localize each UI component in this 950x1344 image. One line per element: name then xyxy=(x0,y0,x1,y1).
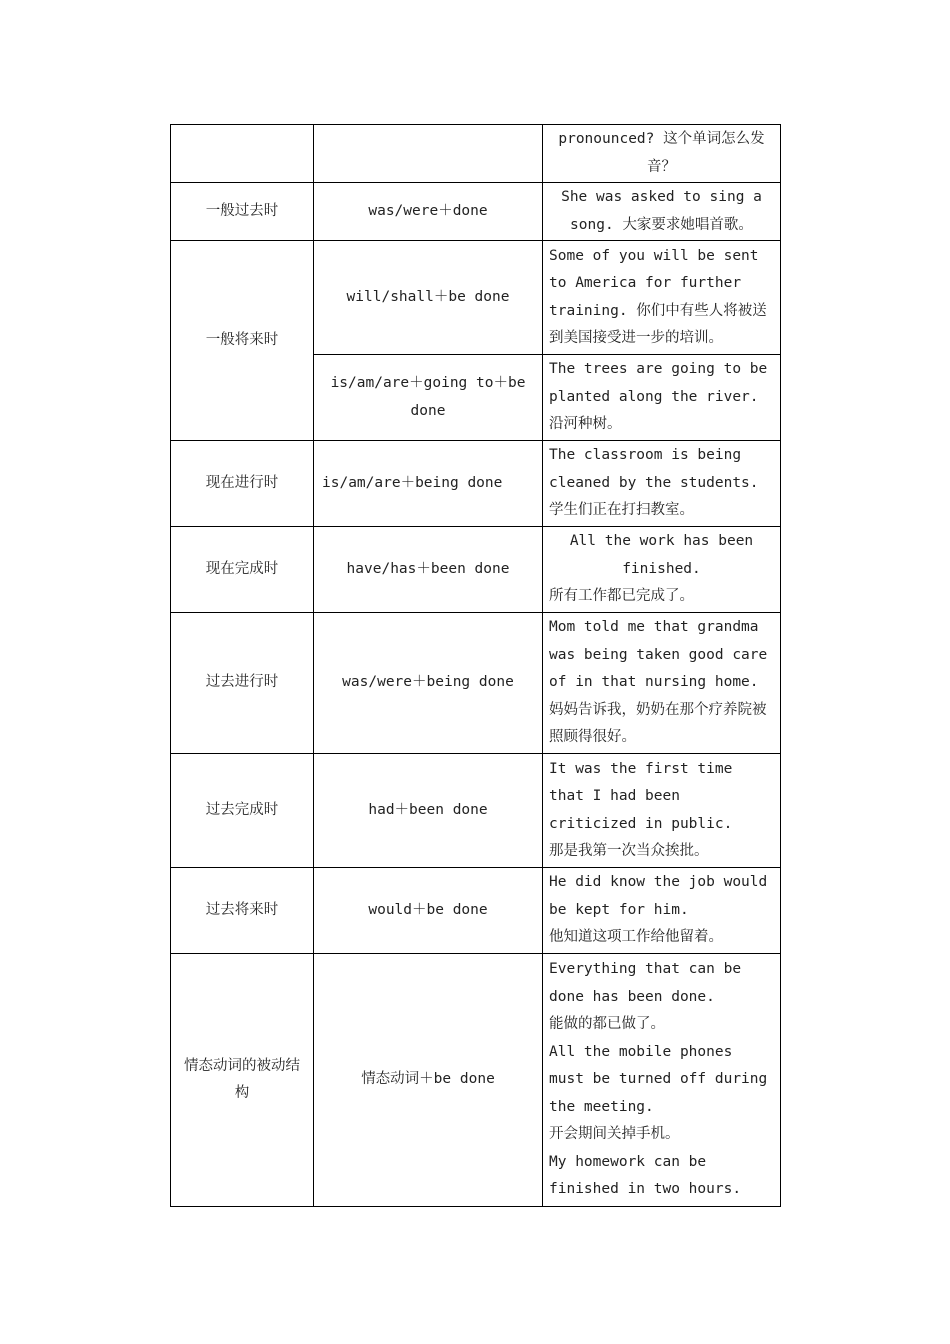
form-cell: was/were＋being done xyxy=(314,613,543,754)
example-line: Mom told me that grandma was being taken good care of in that nursing home. xyxy=(549,619,768,691)
tense-cell: 过去将来时 xyxy=(171,868,314,954)
form-cell: is/am/are＋being done xyxy=(314,441,543,527)
table-row xyxy=(171,241,781,355)
example-line: Everything that can be done has been done. xyxy=(549,961,742,1005)
table-row xyxy=(171,613,781,754)
example-line: My homework can be finished in two hours. xyxy=(549,1153,742,1198)
table-row xyxy=(171,441,781,527)
example-line: 沿河种树。 xyxy=(549,416,622,433)
form-cell: had＋been done xyxy=(314,754,543,868)
tense-cell: 现在完成时 xyxy=(171,527,314,613)
example-line: The classroom is being cleaned by the students. xyxy=(549,447,759,491)
example-line: It was the first time that I had been criticized in public. xyxy=(549,760,733,832)
example-line: pronounced? 这个单词怎么发音？ xyxy=(558,131,765,175)
form-cell: was/were＋done xyxy=(314,183,543,241)
table-row xyxy=(171,125,781,183)
tense-cell xyxy=(171,125,314,183)
form-cell: will/shall＋be done xyxy=(314,241,543,355)
example-line: All the mobile phones must be turned off during the meeting. xyxy=(549,1043,768,1115)
example-cell xyxy=(543,754,781,868)
tense-cell: 现在进行时 xyxy=(171,441,314,527)
example-cell xyxy=(543,241,781,355)
example-cell xyxy=(543,125,781,183)
table-row xyxy=(171,954,781,1207)
example-cell xyxy=(543,183,781,241)
form-cell: have/has＋been done xyxy=(314,527,543,613)
passive-voice-table xyxy=(170,124,781,1207)
example-cell xyxy=(543,355,781,441)
tense-cell: 过去进行时 xyxy=(171,613,314,754)
tense-cell: 一般将来时 xyxy=(171,241,314,441)
form-cell: 情态动词＋be done xyxy=(314,954,543,1207)
example-line: 他知道这项工作给他留着。 xyxy=(549,929,723,946)
form-cell: is/am/are＋going to＋be done xyxy=(314,355,543,441)
example-line: All the work has been finished. xyxy=(569,533,754,577)
example-line: 那是我第一次当众挨批。 xyxy=(549,843,709,859)
table-row xyxy=(171,868,781,954)
example-line: 妈妈告诉我，奶奶在那个疗养院被照顾得很好。 xyxy=(549,701,767,746)
tense-cell: 一般过去时 xyxy=(171,183,314,241)
table-row xyxy=(171,527,781,613)
example-cell xyxy=(543,613,781,754)
tense-cell: 过去完成时 xyxy=(171,754,314,868)
example-line: She was asked to sing a song. 大家要求她唱首歌。 xyxy=(561,189,762,233)
example-cell xyxy=(543,954,781,1207)
example-line: 能做的都已做了。 xyxy=(549,1016,665,1033)
example-line: He did know the job would be kept for him. xyxy=(549,874,768,918)
example-line: 所有工作都已完成了。 xyxy=(549,588,694,605)
tense-cell: 情态动词的被动结构 xyxy=(171,954,314,1207)
form-cell xyxy=(314,125,543,183)
example-line: Some of you will be sent to America for further training. 你们中有些人将被送到美国接受进一步的培训。 xyxy=(549,247,767,346)
example-line: 开会期间关掉手机。 xyxy=(549,1126,680,1143)
example-cell xyxy=(543,527,781,613)
table-row xyxy=(171,754,781,868)
example-cell xyxy=(543,441,781,527)
table-row xyxy=(171,183,781,241)
example-line: 学生们正在打扫教室。 xyxy=(549,502,694,519)
example-line: The trees are going to be planted along the river. xyxy=(549,361,768,405)
example-cell xyxy=(543,868,781,954)
form-cell: would＋be done xyxy=(314,868,543,954)
